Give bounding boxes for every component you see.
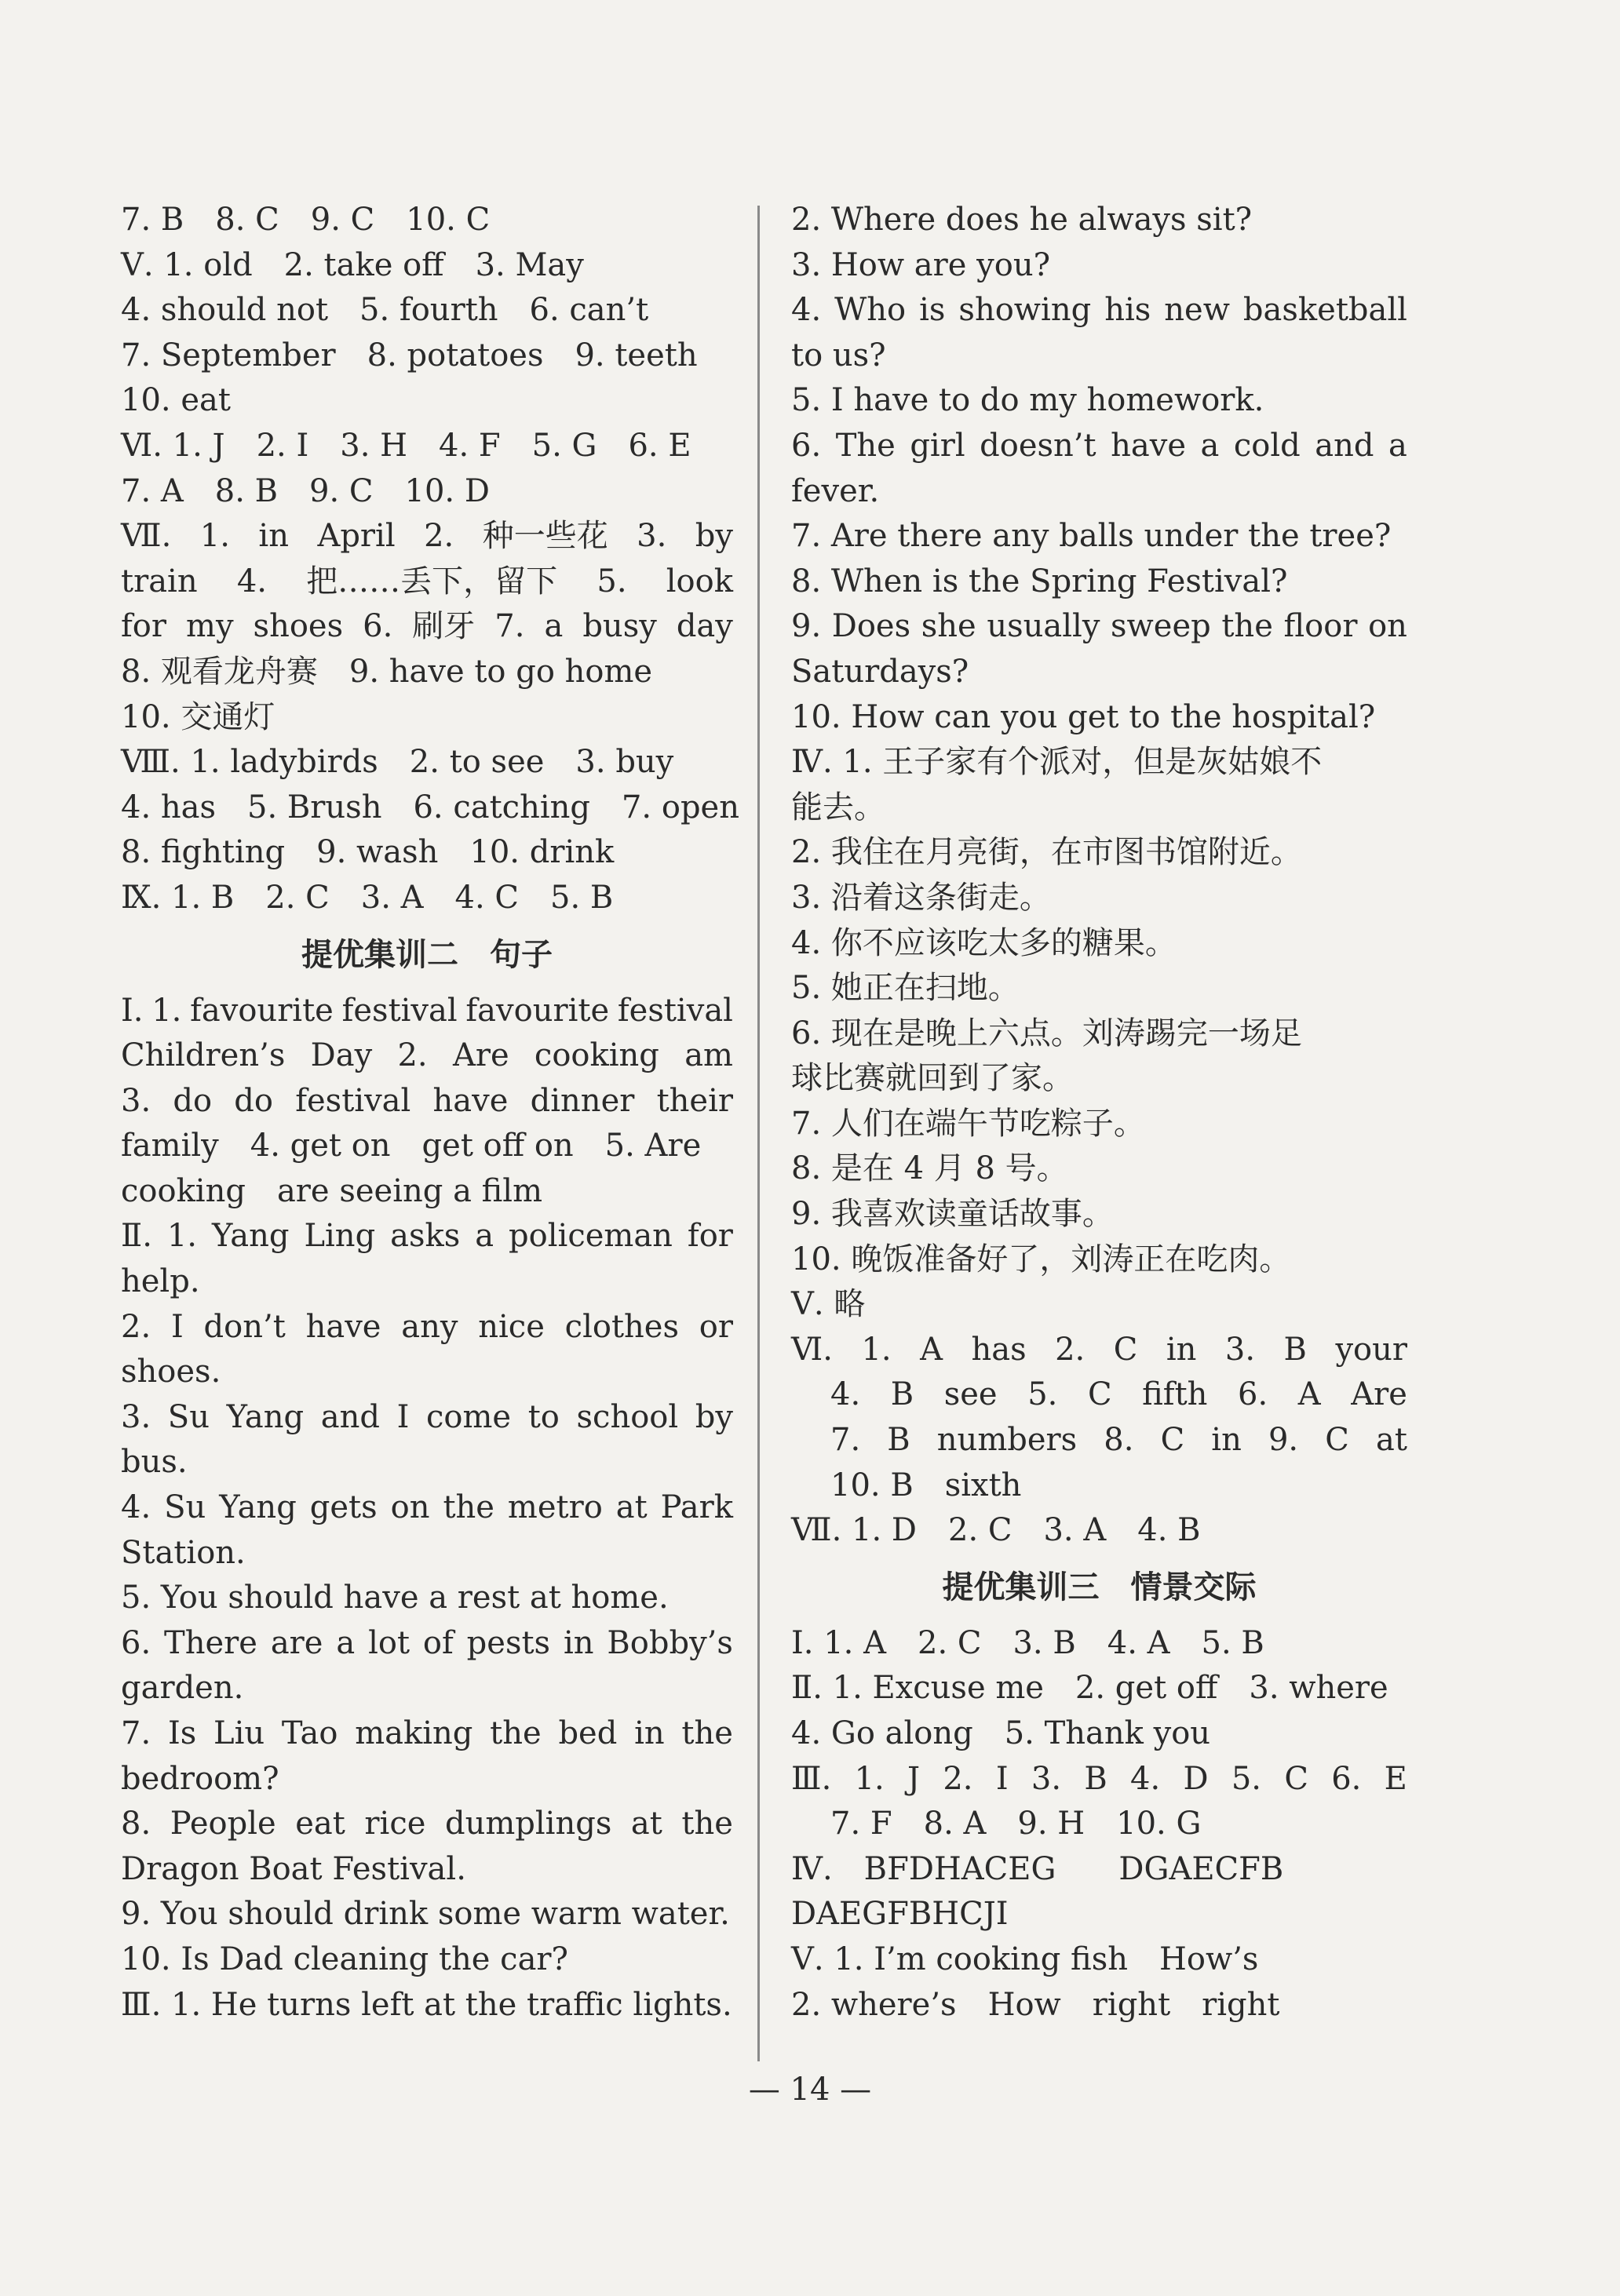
line-segment: B: [890, 1376, 914, 1413]
page-number: — 14 —: [748, 2072, 872, 2108]
line-segment: is: [919, 292, 946, 329]
line-segment: Park: [660, 1489, 733, 1526]
answer-line: 9. 我喜欢读童话故事。: [791, 1196, 1114, 1233]
line-segment: 4.: [1130, 1760, 1161, 1797]
line-segment: 5.: [1231, 1760, 1262, 1797]
line-segment: 3.: [121, 1082, 151, 1119]
line-segment: 1.: [199, 518, 230, 555]
line-segment: 2.: [1055, 1331, 1085, 1368]
answer-line: Ⅵ. 1. J 2. I 3. H 4. F 5. G 6. E: [121, 427, 691, 464]
line-segment: E: [1384, 1760, 1407, 1797]
line-segment: 6.: [1331, 1760, 1362, 1797]
line-segment: The: [835, 427, 896, 464]
line-segment: festival: [341, 992, 458, 1029]
line-segment: do: [234, 1082, 273, 1119]
line-segment: in: [258, 518, 289, 555]
line-segment: do: [173, 1082, 213, 1119]
answer-line: [121, 1802, 733, 1847]
line-segment: fifth: [1142, 1376, 1208, 1413]
line-segment: floor: [1283, 608, 1358, 645]
line-segment: shoes: [253, 608, 344, 645]
answer-line: 8. 是在 4 月 8 号。: [791, 1150, 1068, 1187]
line-segment: 8.: [121, 1806, 151, 1842]
line-segment: usually: [987, 608, 1100, 645]
line-segment: C: [1113, 1331, 1138, 1368]
line-segment: the: [681, 1806, 733, 1842]
line-segment: I: [396, 1398, 410, 1435]
line-segment: A: [1297, 1376, 1321, 1413]
answer-line: bedroom?: [121, 1760, 279, 1797]
line-segment: 7.: [121, 1715, 151, 1751]
line-segment: cooking: [534, 1037, 659, 1074]
section-heading: 提优集训三 情景交际: [942, 1569, 1257, 1605]
line-segment: my: [186, 608, 234, 645]
answer-line: 5. You should have a rest at home.: [121, 1580, 669, 1616]
line-segment: 5.: [1027, 1376, 1058, 1413]
answer-line: Dragon Boat Festival.: [121, 1850, 466, 1887]
answer-line: Ⅴ. 1. I’m cooking fish How’s: [791, 1941, 1259, 1977]
line-segment: 刷牙: [412, 608, 476, 645]
line-segment: 6.: [121, 1624, 151, 1661]
line-segment: C: [1284, 1760, 1308, 1797]
line-segment: come: [426, 1398, 512, 1435]
line-segment: Ling: [304, 1218, 376, 1255]
line-segment: 2.: [424, 518, 454, 555]
line-segment: pests: [466, 1624, 551, 1661]
answer-line: DAEGFBHCJI: [791, 1896, 1009, 1933]
column-divider: [757, 206, 760, 2061]
line-segment: 3.: [1224, 1331, 1256, 1368]
answer-line: 3. 沿着这条街走。: [791, 879, 1051, 916]
answer-line: [791, 1418, 1407, 1463]
answer-line: 6. 现在是晚上六点。刘涛踢完一场足: [791, 1015, 1302, 1051]
line-segment: at: [1375, 1422, 1407, 1459]
answer-line: 4. should not 5. fourth 6. can’t: [121, 292, 649, 329]
answer-line: Ⅴ. 略: [791, 1286, 866, 1323]
answer-line: 3. How are you?: [791, 246, 1051, 283]
line-segment: nice: [478, 1308, 545, 1345]
right-column: [791, 198, 1407, 2028]
answer-line: [121, 1621, 733, 1667]
line-segment: by: [695, 518, 733, 555]
line-segment: cold: [1233, 427, 1301, 464]
line-segment: their: [656, 1082, 733, 1119]
line-segment: 5.: [597, 563, 627, 600]
section-heading: 提优集训二 句子: [301, 936, 553, 973]
line-segment: Su: [164, 1489, 206, 1526]
line-segment: in: [634, 1715, 665, 1751]
line-segment: 2.: [121, 1308, 151, 1345]
answer-line: 4. has 5. Brush 6. catching 7. open: [121, 789, 739, 825]
line-segment: school: [576, 1398, 679, 1435]
line-segment: has: [971, 1331, 1027, 1368]
line-segment: look: [666, 563, 733, 600]
line-segment: 6.: [1238, 1376, 1268, 1413]
answer-line: Ⅳ. BFDHACEG DGAECFB: [791, 1850, 1284, 1887]
line-segment: in: [1166, 1331, 1197, 1368]
line-segment: for: [687, 1218, 733, 1255]
answer-line: 7. F 8. A 9. H 10. G: [830, 1806, 1202, 1842]
answer-line: cooking are seeing a film: [121, 1172, 543, 1209]
line-segment: 3.: [121, 1398, 151, 1435]
line-segment: have: [432, 1082, 509, 1119]
line-segment: are: [270, 1624, 323, 1661]
answer-line: 2. 我住在月亮街，在市图书馆附近。: [791, 834, 1302, 871]
answer-line: Ⅸ. 1. B 2. C 3. A 4. C 5. B: [121, 879, 614, 916]
answer-line: 10. How can you get to the hospital?: [791, 698, 1376, 735]
line-segment: eat: [295, 1806, 345, 1842]
line-segment: a: [475, 1218, 494, 1255]
line-segment: 4.: [830, 1376, 861, 1413]
line-segment: have: [305, 1308, 381, 1345]
line-segment: she: [921, 608, 976, 645]
line-segment: 7.: [494, 608, 525, 645]
line-segment: girl: [910, 427, 965, 464]
line-segment: on: [1368, 608, 1407, 645]
line-segment: of: [422, 1624, 454, 1661]
line-segment: and: [1315, 427, 1374, 464]
answer-line: Station.: [121, 1534, 246, 1571]
line-segment: lot: [368, 1624, 410, 1661]
line-segment: I: [995, 1760, 1009, 1797]
line-segment: Ⅱ.: [121, 1218, 152, 1255]
line-segment: 3.: [1031, 1760, 1062, 1797]
line-segment: Ⅰ.: [121, 992, 144, 1029]
line-segment: There: [164, 1624, 257, 1661]
line-segment: 4.: [236, 563, 267, 600]
answer-line: to us?: [791, 337, 886, 374]
line-segment: don’t: [203, 1308, 286, 1345]
line-segment: at: [615, 1489, 648, 1526]
line-segment: A: [920, 1331, 943, 1368]
line-segment: a: [1388, 427, 1407, 464]
line-segment: C: [1087, 1376, 1112, 1413]
line-segment: 1.: [151, 992, 182, 1029]
line-segment: D: [1183, 1760, 1209, 1797]
answer-line: [121, 559, 733, 605]
line-segment: 1.: [166, 1218, 198, 1255]
line-segment: Does: [831, 608, 911, 645]
answer-line: 5. I have to do my homework.: [791, 382, 1264, 419]
line-segment: day: [676, 608, 733, 645]
line-segment: sweep: [1111, 608, 1211, 645]
line-segment: April: [317, 518, 396, 555]
line-segment: Are: [452, 1037, 509, 1074]
answer-line: Ⅷ. 1. ladybirds 2. to see 3. buy: [121, 744, 674, 781]
line-segment: see: [943, 1376, 998, 1413]
line-segment: in: [1211, 1422, 1242, 1459]
line-segment: B: [887, 1422, 910, 1459]
line-segment: Yang: [219, 1489, 297, 1526]
line-segment: your: [1335, 1331, 1407, 1368]
line-segment: have: [1111, 427, 1186, 464]
answer-line: 10. 晚饭准备好了，刘涛正在吃肉。: [791, 1241, 1291, 1277]
line-segment: Is: [167, 1715, 197, 1751]
line-segment: a: [1200, 427, 1220, 464]
line-segment: C: [1160, 1422, 1185, 1459]
answer-line: [121, 1214, 733, 1259]
line-segment: busy: [582, 608, 657, 645]
line-segment: Yang: [226, 1398, 305, 1435]
line-segment: asks: [390, 1218, 461, 1255]
answer-line: 能去。: [791, 789, 885, 825]
line-segment: policeman: [509, 1218, 673, 1255]
line-segment: 6.: [791, 427, 822, 464]
answer-line: help.: [121, 1263, 200, 1300]
answer-line: [121, 1485, 733, 1531]
line-segment: Are: [1351, 1376, 1407, 1413]
line-segment: showing: [958, 292, 1092, 329]
answer-line: Ⅲ. 1. He turns left at the traffic lights.: [121, 1986, 732, 2023]
line-segment: am: [684, 1037, 733, 1074]
answer-line: 9. You should drink some warm water.: [121, 1896, 730, 1933]
line-segment: basketball: [1242, 292, 1407, 329]
answer-line: [791, 424, 1407, 469]
line-segment: festival: [617, 992, 733, 1029]
answer-line: [121, 1305, 733, 1350]
answer-line: Ⅶ. 1. D 2. C 3. A 4. B: [791, 1512, 1201, 1549]
line-segment: 8.: [1104, 1422, 1134, 1459]
line-segment: 4.: [121, 1489, 151, 1526]
answer-line: 2. where’s How right right: [791, 1986, 1280, 2023]
line-segment: favourite: [190, 992, 334, 1029]
answer-line: Ⅳ. 1. 王子家有个派对，但是灰姑娘不: [791, 744, 1323, 781]
line-segment: B: [1283, 1331, 1307, 1368]
line-segment: the: [1221, 608, 1273, 645]
line-segment: metro: [507, 1489, 603, 1526]
answer-line: 10. B sixth: [830, 1467, 1022, 1503]
line-segment: the: [490, 1715, 542, 1751]
line-segment: Yang: [211, 1218, 290, 1255]
answer-line: 7. B 8. C 9. C 10. C: [121, 202, 491, 238]
line-segment: Children’s: [121, 1037, 286, 1074]
line-segment: train: [121, 563, 198, 600]
answer-line: [791, 1757, 1407, 1802]
line-segment: 9.: [1268, 1422, 1299, 1459]
answer-line: Ⅱ. 1. Excuse me 2. get off 3. where: [791, 1670, 1388, 1707]
line-segment: Who: [834, 292, 907, 329]
line-segment: I: [170, 1308, 184, 1345]
line-segment: and: [320, 1398, 380, 1435]
line-segment: rice: [364, 1806, 426, 1842]
line-segment: People: [170, 1806, 276, 1842]
answer-line: Ⅴ. 1. old 2. take off 3. May: [121, 246, 584, 283]
line-segment: the: [681, 1715, 733, 1751]
answer-line: 2. Where does he always sit?: [791, 202, 1253, 238]
answer-line: fever.: [791, 472, 880, 509]
answer-line: [791, 604, 1407, 650]
line-segment: dinner: [530, 1082, 635, 1119]
answer-line: 7. Are there any balls under the tree?: [791, 518, 1392, 555]
line-segment: on: [390, 1489, 430, 1526]
line-segment: 2.: [397, 1037, 428, 1074]
line-segment: bed: [558, 1715, 618, 1751]
answer-line: 4. 你不应该吃太多的糖果。: [791, 924, 1177, 961]
answer-line: family 4. get on get off on 5. Are: [121, 1128, 702, 1164]
answer-line: 7. September 8. potatoes 9. teeth: [121, 337, 698, 374]
answer-line: 8. fighting 9. wash 10. drink: [121, 834, 615, 871]
line-segment: doesn’t: [980, 427, 1096, 464]
line-segment: by: [695, 1398, 733, 1435]
line-segment: 6.: [363, 608, 393, 645]
answer-line: [121, 514, 733, 559]
line-segment: for: [121, 608, 167, 645]
answer-line: [121, 989, 733, 1034]
line-segment: 种一些花: [482, 518, 608, 555]
answer-line: [791, 288, 1407, 333]
answer-line: 8. When is the Spring Festival?: [791, 563, 1288, 600]
answer-line: 5. 她正在扫地。: [791, 970, 1020, 1007]
line-segment: Bobby’s: [607, 1624, 733, 1661]
line-segment: to: [527, 1398, 560, 1435]
answer-line: 球比赛就回到了家。: [791, 1060, 1074, 1097]
line-segment: favourite: [465, 992, 610, 1029]
line-segment: 9.: [791, 608, 822, 645]
line-segment: his: [1104, 292, 1151, 329]
left-column: [121, 198, 739, 2028]
answer-line: shoes.: [121, 1354, 221, 1390]
line-segment: making: [355, 1715, 473, 1751]
line-segment: Liu: [213, 1715, 265, 1751]
line-segment: numbers: [936, 1422, 1078, 1459]
answer-line: 7. 人们在端午节吃粽子。: [791, 1105, 1145, 1142]
answer-line: [121, 604, 733, 650]
answer-line: 8. 观看龙舟赛 9. have to go home: [121, 653, 653, 690]
line-segment: festival: [295, 1082, 411, 1119]
line-segment: 2.: [943, 1760, 973, 1797]
answer-line: [121, 1079, 733, 1124]
line-segment: 把……丢下，留下: [306, 563, 558, 600]
line-segment: at: [630, 1806, 662, 1842]
answer-line: Ⅰ. 1. A 2. C 3. B 4. A 5. B: [791, 1624, 1264, 1661]
line-segment: 4.: [791, 292, 822, 329]
line-segment: B: [1084, 1760, 1107, 1797]
line-segment: any: [401, 1308, 458, 1345]
line-segment: or: [699, 1308, 733, 1345]
answer-line: [121, 1033, 733, 1079]
line-segment: Ⅵ.: [791, 1331, 833, 1368]
answer-line: garden.: [121, 1670, 244, 1707]
answer-line: 7. A 8. B 9. C 10. D: [121, 472, 490, 509]
answer-line: Saturdays?: [791, 653, 969, 690]
line-segment: Ⅲ.: [791, 1760, 832, 1797]
answer-line: [121, 1711, 733, 1757]
line-segment: in: [563, 1624, 594, 1661]
answer-line: 4. Go along 5. Thank you: [791, 1715, 1211, 1751]
answer-line: 10. 交通灯: [121, 698, 275, 735]
line-segment: clothes: [564, 1308, 679, 1345]
line-segment: C: [1325, 1422, 1349, 1459]
line-segment: J: [907, 1760, 921, 1797]
line-segment: new: [1164, 292, 1230, 329]
answer-line: [121, 1395, 733, 1441]
answer-line: 10. eat: [121, 382, 231, 419]
line-segment: dumplings: [444, 1806, 612, 1842]
line-segment: Tao: [281, 1715, 338, 1751]
line-segment: 7.: [830, 1422, 861, 1459]
answer-line: [791, 1328, 1407, 1373]
line-segment: Ⅶ.: [121, 518, 172, 555]
line-segment: a: [544, 608, 564, 645]
line-segment: 1.: [854, 1760, 885, 1797]
line-segment: a: [336, 1624, 356, 1661]
line-segment: Su: [167, 1398, 210, 1435]
answer-line: bus.: [121, 1444, 188, 1481]
line-segment: 3.: [637, 518, 667, 555]
answer-line: [791, 1372, 1407, 1418]
line-segment: gets: [309, 1489, 378, 1526]
answer-line: 10. Is Dad cleaning the car?: [121, 1941, 568, 1977]
line-segment: the: [443, 1489, 494, 1526]
line-segment: Day: [310, 1037, 373, 1074]
line-segment: 1.: [861, 1331, 892, 1368]
